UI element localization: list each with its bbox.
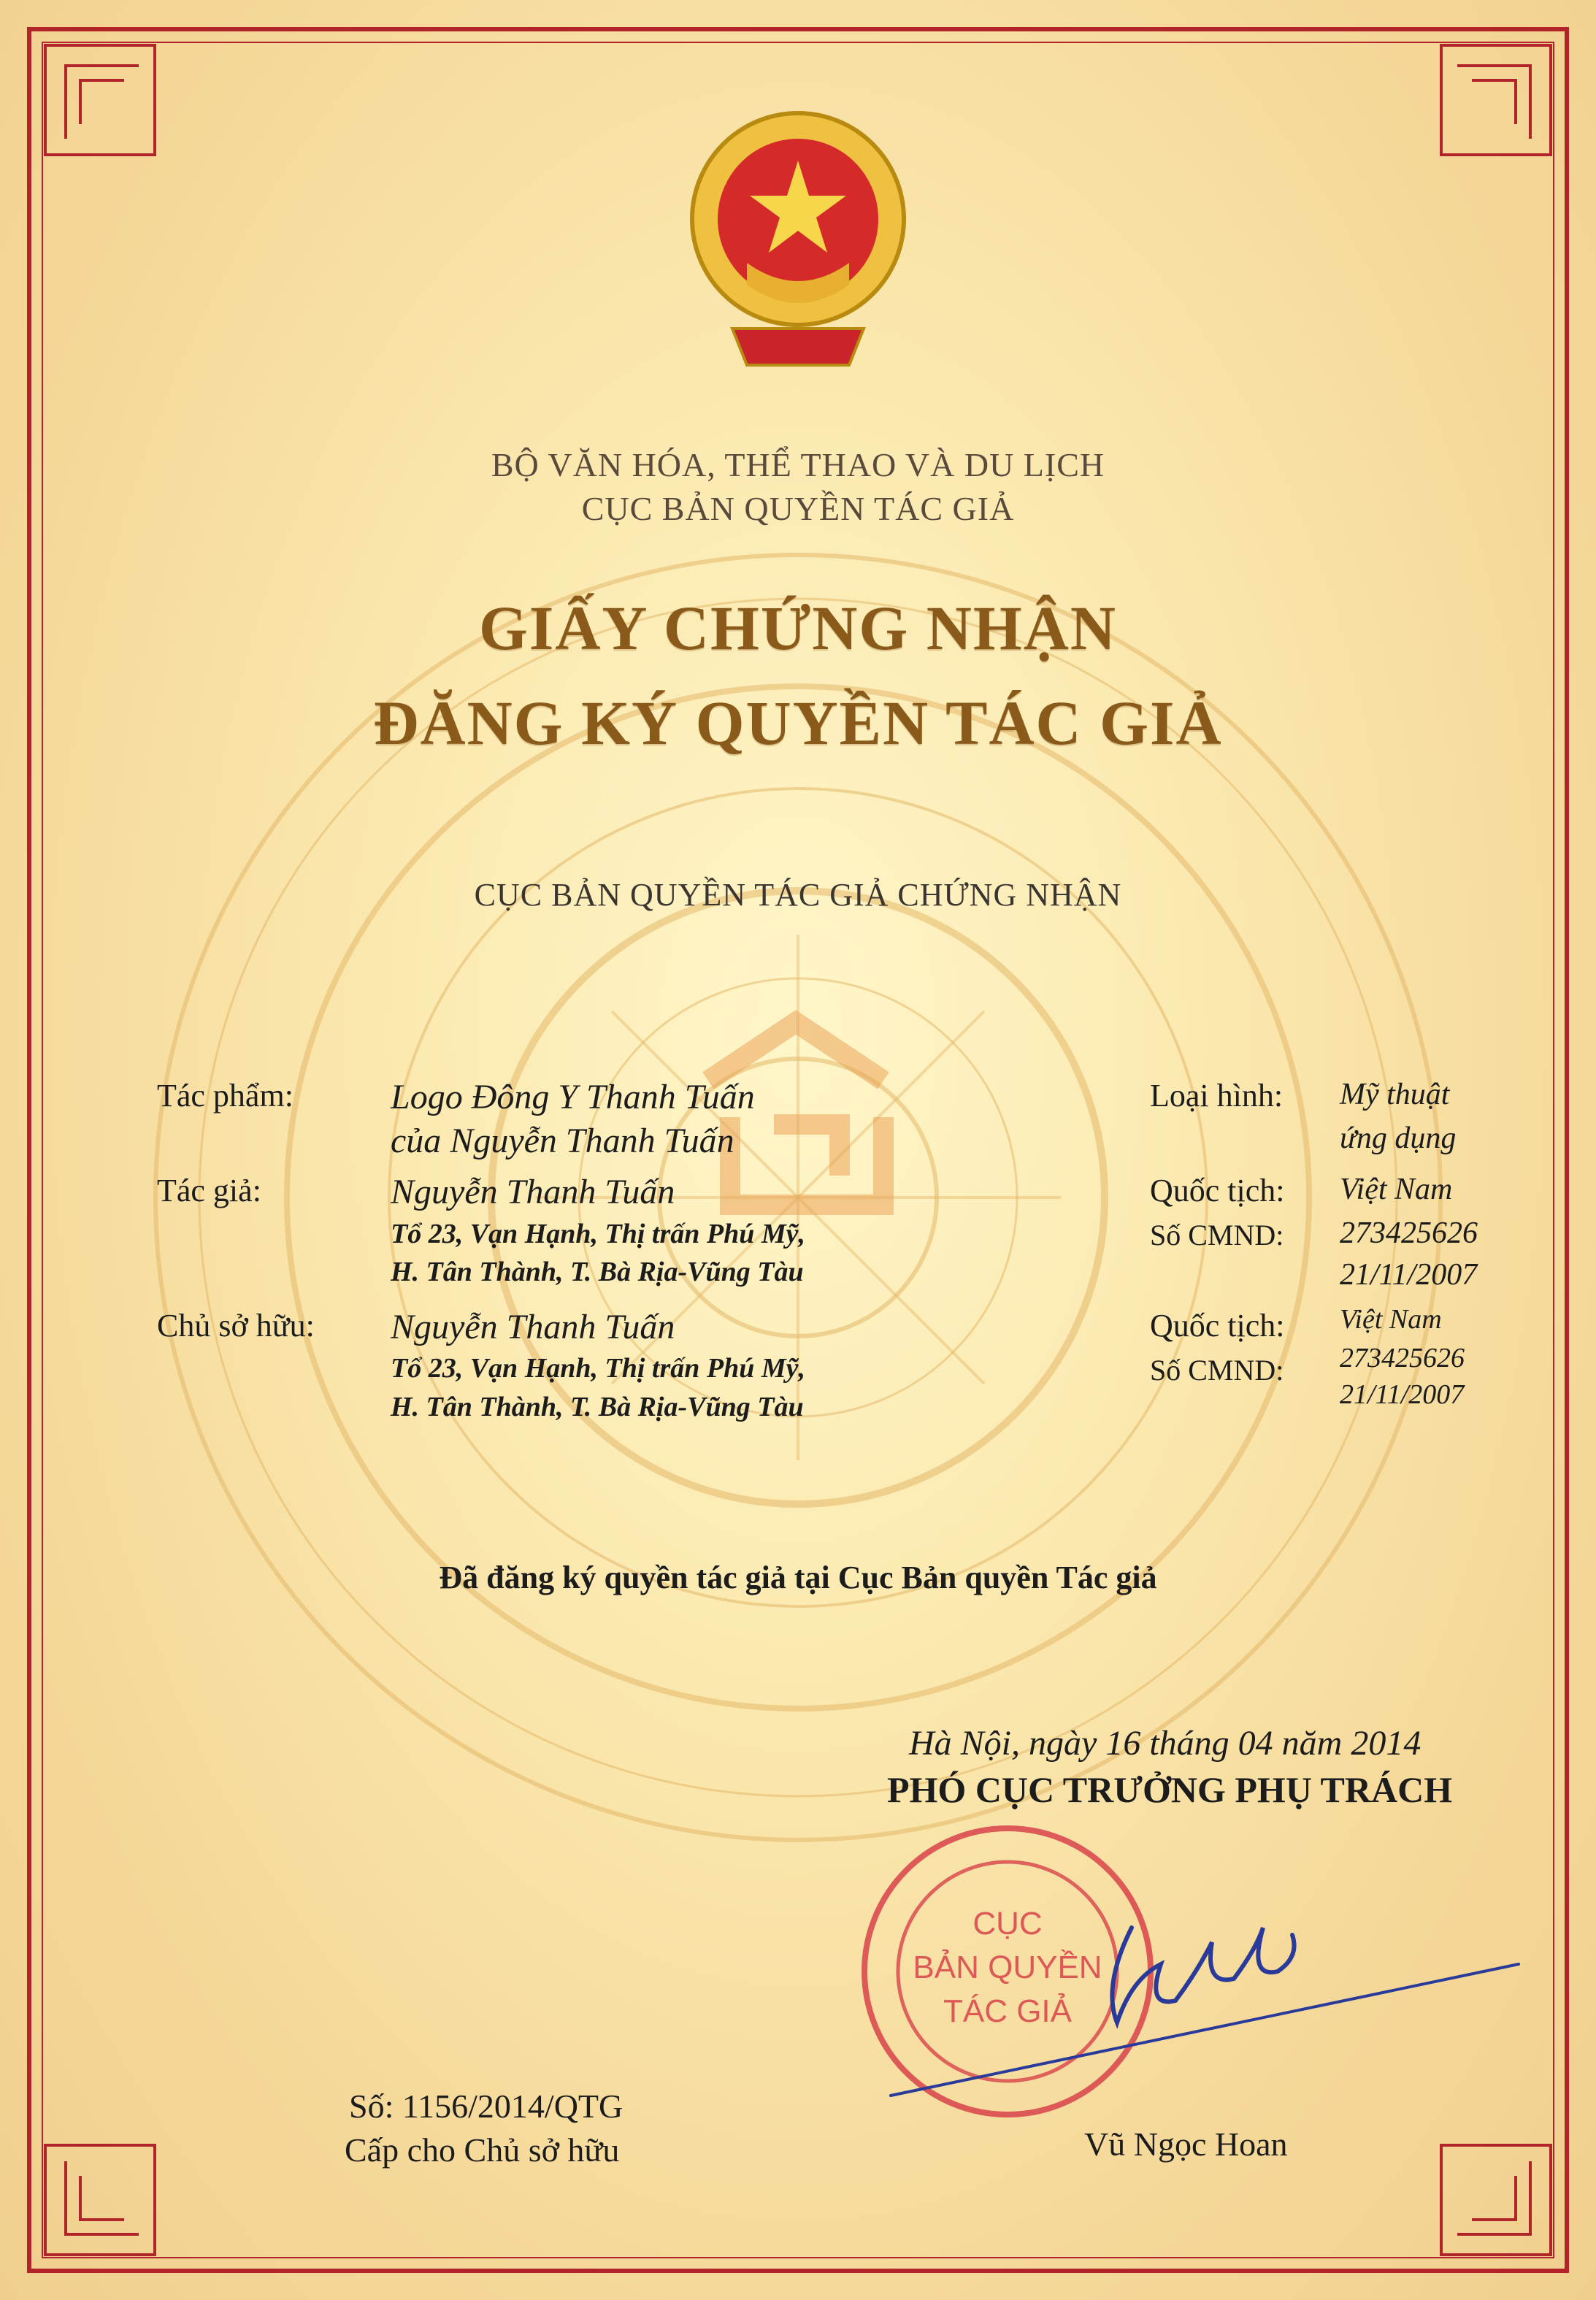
signer-name: Vũ Ngọc Hoan — [1084, 2125, 1288, 2163]
work-type-label: Loại hình: — [1150, 1078, 1284, 1113]
stamp-line3: TÁC GIẢ — [943, 1993, 1073, 2029]
author-nationality: Việt Nam — [1340, 1173, 1453, 1206]
owner-id-number: 273425626 — [1340, 1343, 1465, 1373]
work-title-line2: của Nguyễn Thanh Tuấn — [391, 1122, 734, 1160]
author-id-date: 21/11/2007 — [1340, 1258, 1478, 1292]
author-id-number: 273425626 — [1340, 1216, 1478, 1250]
owner-id-label: Số CMND: — [1150, 1354, 1284, 1387]
title-line1: GIẤY CHỨNG NHẬN — [478, 593, 1118, 663]
owner-address-line2: H. Tân Thành, T. Bà Rịa-Vũng Tàu — [391, 1392, 804, 1422]
author-name: Nguyễn Thanh Tuấn — [391, 1173, 675, 1211]
owner-label: Chủ sở hữu: — [157, 1308, 315, 1343]
author-address-line2: H. Tân Thành, T. Bà Rịa-Vũng Tàu — [391, 1257, 804, 1287]
national-emblem-icon — [652, 110, 944, 387]
ministry-name: BỘ VĂN HÓA, THỂ THAO VÀ DU LỊCH — [491, 446, 1105, 483]
signature-scribble — [883, 1898, 1541, 2117]
owner-nationality: Việt Nam — [1340, 1304, 1442, 1335]
owner-id-date: 21/11/2007 — [1340, 1379, 1465, 1410]
owner-name: Nguyễn Thanh Tuấn — [391, 1308, 675, 1346]
author-nationality-label: Quốc tịch: — [1150, 1173, 1285, 1208]
signer-position: PHÓ CỤC TRƯỞNG PHỤ TRÁCH — [887, 1769, 1453, 1810]
place-date: Hà Nội, ngày 16 tháng 04 năm 2014 — [909, 1724, 1422, 1763]
work-type-line2: ứng dụng — [1340, 1122, 1457, 1155]
registered-statement: Đã đăng ký quyền tác giả tại Cục Bản quyền Tác giả — [439, 1560, 1157, 1595]
certifies-text: CỤC BẢN QUYỀN TÁC GIẢ CHỨNG NHẬN — [474, 877, 1122, 913]
work-title: Logo Đông Y Thanh Tuấn — [391, 1078, 755, 1116]
title-line2: ĐĂNG KÝ QUYỀN TÁC GIẢ — [373, 688, 1223, 758]
owner-address-line1: Tổ 23, Vạn Hạnh, Thị trấn Phú Mỹ, — [391, 1353, 806, 1384]
issued-to: Cấp cho Chủ sở hữu — [345, 2131, 620, 2169]
author-id-label: Số CMND: — [1150, 1219, 1284, 1251]
work-label: Tác phẩm: — [157, 1078, 294, 1113]
stamp-line1: CỤC — [972, 1906, 1043, 1941]
department-name: CỤC BẢN QUYỀN TÁC GIẢ — [581, 490, 1015, 527]
author-label: Tác giả: — [157, 1173, 261, 1208]
work-type: Mỹ thuật — [1340, 1078, 1450, 1111]
owner-nationality-label: Quốc tịch: — [1150, 1308, 1285, 1343]
certificate-number: Số: 1156/2014/QTG — [349, 2088, 624, 2125]
stamp-line2: BẢN QUYỀN — [913, 1950, 1102, 1985]
author-address-line1: Tổ 23, Vạn Hạnh, Thị trấn Phú Mỹ, — [391, 1219, 806, 1249]
